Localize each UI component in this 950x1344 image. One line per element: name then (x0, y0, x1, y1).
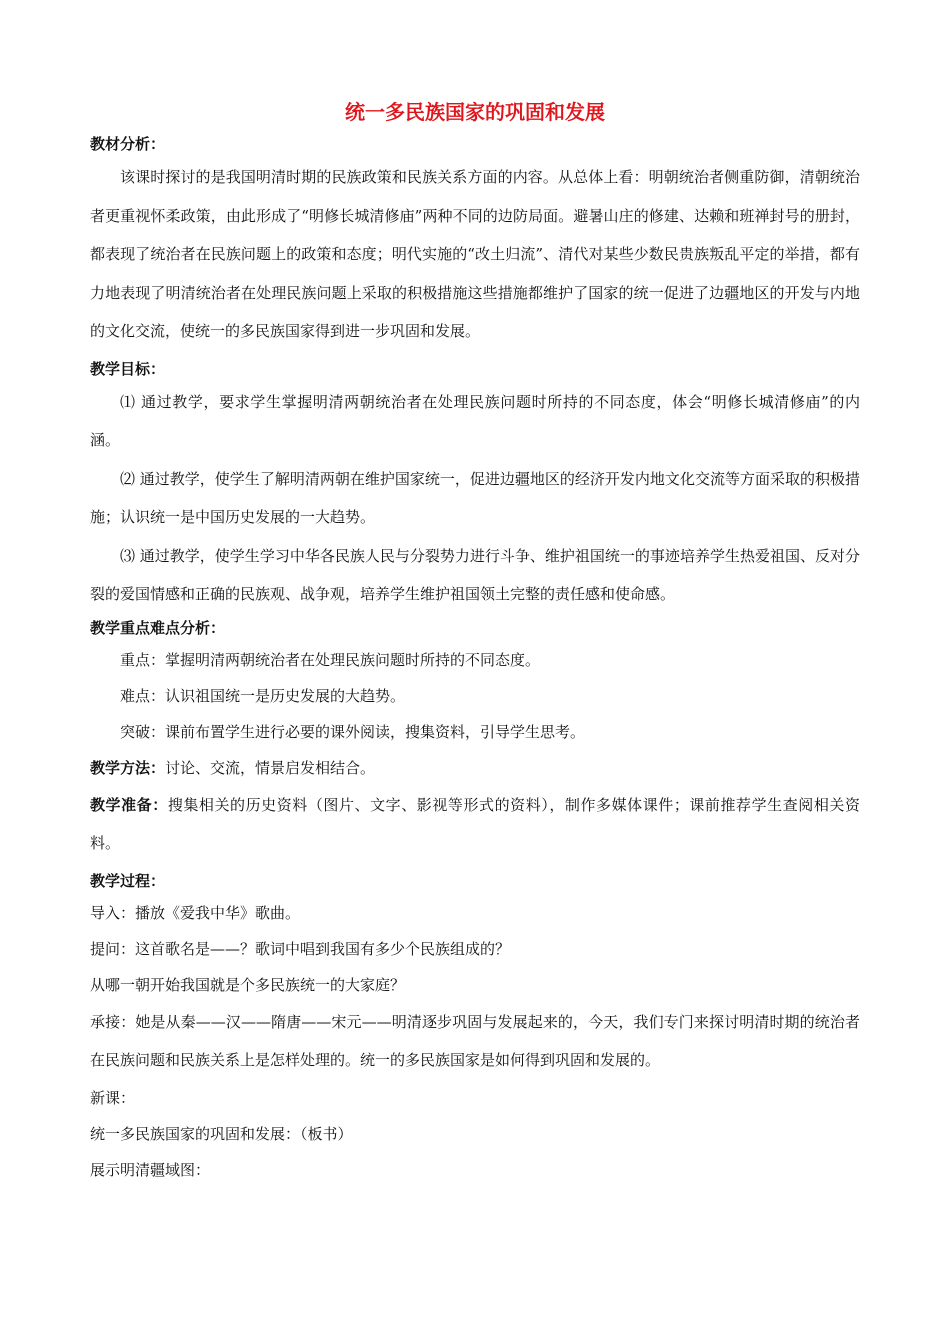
process-question-1: 提问：这首歌名是——？歌词中唱到我国有多少个民族组成的？ (90, 939, 511, 958)
process-board: 统一多民族国家的巩固和发展：（板书） (90, 1124, 353, 1143)
method-line (90, 750, 860, 786)
goal-item-2: ⑵ 通过教学，使学生了解明清两朝在维护国家统一，促进边疆地区的经济开发内地文化交流等方面采取的积极措施；认识统一是中国历史发展的一大趋势。 (90, 469, 860, 526)
process-heading: 教学过程： (90, 871, 166, 890)
process-transition: 承接：她是从秦——汉——隋唐——宋元——明清逐步巩固与发展起来的，今天，我们专门来探讨明清时期的统治者在民族问题和民族关系上是怎样处理的。统一的多民族国家是如何得到巩固和发展的。 (90, 1012, 860, 1069)
method-text: 讨论、交流，情景启发相结合。 (165, 758, 376, 777)
process-intro: 导入：播放《爱我中华》歌曲。 (90, 903, 301, 922)
process-question-2: 从哪一朝开始我国就是个多民族统一的大家庭？ (90, 975, 406, 994)
process-new-lesson: 新课： (90, 1088, 136, 1107)
analysis-heading: 教材分析： (90, 135, 166, 153)
goal-item-1: ⑴ 通过教学，要求学生掌握明清两朝统治者在处理民族问题时所持的不同态度，体会“明修长城清修庙”的内涵。 (90, 392, 860, 449)
prep-label: 教学准备： (90, 795, 168, 814)
keypoints-heading: 教学重点难点分析： (90, 618, 226, 637)
document-page (90, 96, 860, 1188)
analysis-body: 该课时探讨的是我国明清时期的民族政策和民族关系方面的内容。从总体上看：明朝统治者侧重防御，清朝统治者更重视怀柔政策，由此形成了“明修长城清修庙”两种不同的边防局面。避暑山庄的修建、达赖和班禅封号的册封，都表现了统治者在民族问题上的政策和态度；明代实施的“改土归流”、清代对某些少数民贵族叛乱平定的举措，都有力地表现了明清统治者在处理民族问题上采取的积极措施这些措施都维护了国家的统一促进了边疆地区的开发与内地的文化交流，使统一的多民族国家得到进一步巩固和发展。 (90, 168, 860, 340)
goal-item-3: ⑶ 通过教学，使学生学习中华各民族人民与分裂势力进行斗争、维护祖国统一的事迹培养学生热爱祖国、反对分裂的爱国情感和正确的民族观、战争观，培养学生维护祖国领土完整的责任感和使命感。 (90, 546, 860, 603)
process-map: 展示明清疆域图： (90, 1160, 211, 1179)
document-title: 统一多民族国家的巩固和发展 (345, 100, 605, 124)
prep-text: 搜集相关的历史资料（图片、文字、影视等形式的资料），制作多媒体课件；课前推荐学生查阅相关资料。 (90, 795, 860, 852)
goals-heading: 教学目标： (90, 359, 166, 378)
keypoint-difficulty: 难点：认识祖国统一是历史发展的大趋势。 (120, 686, 406, 705)
keypoint-focus: 重点：掌握明清两朝统治者在处理民族问题时所持的不同态度。 (120, 650, 541, 669)
keypoint-breakthrough: 突破：课前布置学生进行必要的课外阅读，搜集资料，引导学生思考。 (120, 722, 586, 741)
method-label: 教学方法： (90, 758, 166, 777)
prep-line (90, 786, 860, 863)
